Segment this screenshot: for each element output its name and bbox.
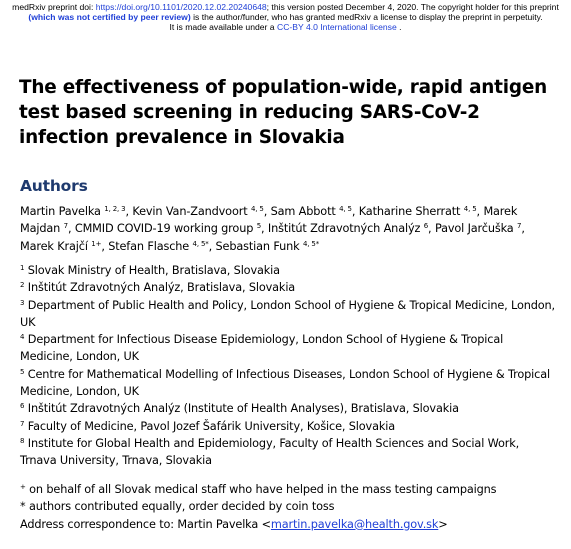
- affiliation-number: 4: [20, 333, 25, 342]
- author-name: Kevin Van-Zandvoort: [132, 205, 248, 218]
- author-affiliation-marker: 4, 5*: [192, 239, 209, 248]
- affiliation-number: 3: [20, 298, 25, 307]
- preprint-license-text: is the author/funder, who has granted medRxiv a license to display the preprint in perpetuity.: [190, 12, 543, 22]
- correspondence-prefix: Address correspondence to: Martin Pavelka <: [20, 517, 271, 531]
- affiliation-text: Department for Infectious Disease Epidemiology, London School of Hygiene & Tropical Medicine, London, UK: [20, 333, 504, 364]
- affiliation-text: Institute for Global Health and Epidemiology, Faculty of Health Sciences and Social Work, Trnava University, Trnava, Slovakia: [20, 436, 520, 468]
- author-name: Martin Pavelka: [20, 205, 101, 218]
- correspondence: [20, 516, 555, 533]
- preprint-doi-prefix: medRxiv preprint doi:: [12, 2, 96, 12]
- author-separator: ,: [67, 222, 75, 236]
- affiliation-number: 6: [20, 402, 25, 411]
- author-affiliation-marker: 4, 5*: [302, 239, 320, 248]
- author-affiliation-marker: 4, 5: [250, 205, 264, 213]
- author-affiliation-marker: 4, 5: [339, 205, 352, 213]
- author-separator: ,: [351, 205, 359, 218]
- paper-title: The effectiveness of population-wide, rapid antigen test based screening in reducing SARS-CoV-2 infection prevalence in Slovakia: [19, 77, 548, 148]
- author-affiliation-marker: 1, 2, 3: [104, 205, 126, 213]
- license-prefix: It is made available under a: [169, 22, 277, 32]
- author-name: Sebastian Funk: [215, 239, 300, 253]
- affiliation-number: 1: [20, 264, 25, 272]
- author-name: Inštitút Zdravotných Analýz: [267, 222, 421, 236]
- author-separator: ,: [101, 239, 109, 253]
- plus-note: [20, 481, 555, 498]
- affiliation-list: [20, 262, 555, 470]
- affiliation-item: [20, 435, 555, 470]
- author-name: Sam Abbott: [270, 205, 336, 218]
- affiliation-text: Department of Public Health and Policy, London School of Hygiene & Tropical Medicine, London, UK: [20, 298, 555, 329]
- plus-symbol: +: [20, 483, 26, 491]
- author-separator: ,: [428, 222, 435, 236]
- author-name: Stefan Flasche: [108, 239, 190, 253]
- author-name: Marek Majdan: [20, 205, 518, 236]
- author-name: CMMID COVID-19 working group: [74, 222, 254, 236]
- email-link[interactable]: martin.pavelka@health.gov.sk: [270, 517, 439, 531]
- affiliation-item: [20, 262, 555, 279]
- author-name: Marek Krajčí: [20, 239, 88, 253]
- author-list: [20, 203, 555, 255]
- author-separator: ,: [476, 205, 484, 218]
- author-name: Pavol Jarčuška: [434, 222, 514, 236]
- affiliation-item: [20, 400, 555, 417]
- author-separator: ,: [261, 222, 268, 236]
- affiliation-item: [20, 418, 555, 435]
- author-separator: ,: [263, 205, 271, 218]
- affiliation-text: Inštitút Zdravotných Analýz, Bratislava, Slovakia: [27, 281, 296, 295]
- preprint-notice: [0, 2, 571, 32]
- preprint-notice-text: ; this version posted December 4, 2020. The copyright holder for this preprint: [266, 2, 559, 12]
- affiliation-text: Inštitút Zdravotných Analýz (Institute of Health Analyses), Bratislava, Slovakia: [27, 402, 459, 416]
- notes-block: [20, 481, 555, 533]
- author-affiliation-marker: 5: [256, 222, 261, 231]
- author-separator: ,: [125, 205, 133, 218]
- author-affiliation-marker: 6: [423, 222, 429, 231]
- authors-heading: Authors: [20, 177, 88, 195]
- author-name: Katharine Sherratt: [358, 205, 461, 218]
- plus-note-text: on behalf of all Slovak medical staff who have helped in the mass testing campaigns: [25, 483, 497, 496]
- affiliation-item: [20, 331, 555, 366]
- affiliation-number: 8: [20, 436, 25, 445]
- affiliation-number: 7: [20, 419, 25, 428]
- affiliation-number: 2: [20, 281, 25, 290]
- correspondence-suffix: >: [438, 517, 448, 531]
- not-certified-notice: (which was not certified by peer review): [28, 12, 191, 22]
- affiliation-item: [20, 366, 555, 401]
- license-link[interactable]: CC-BY 4.0 International license: [276, 22, 397, 32]
- author-affiliation-marker: 1+: [91, 239, 102, 248]
- author-affiliation-marker: 4, 5: [463, 205, 477, 213]
- affiliation-item: [20, 279, 555, 296]
- doi-link[interactable]: https://doi.org/10.1101/2020.12.02.20240648: [95, 2, 267, 12]
- equal-contribution-note: * authors contributed equally, order decided by coin toss: [20, 500, 335, 514]
- affiliation-text: Centre for Mathematical Modelling of Infectious Diseases, London School of Hygiene & Tropical Medicine, London, UK: [20, 367, 550, 399]
- author-separator: ,: [208, 239, 216, 253]
- author-separator: ,: [521, 222, 525, 236]
- affiliation-text: Slovak Ministry of Health, Bratislava, Slovakia: [27, 264, 280, 277]
- affiliation-item: [20, 297, 555, 332]
- author-affiliation-marker: 7: [517, 222, 522, 231]
- affiliation-text: Faculty of Medicine, Pavol Jozef Šafárik University, Košice, Slovakia: [27, 419, 396, 433]
- license-suffix: .: [396, 22, 402, 32]
- affiliation-number: 5: [20, 367, 25, 376]
- author-affiliation-marker: 7: [63, 222, 68, 231]
